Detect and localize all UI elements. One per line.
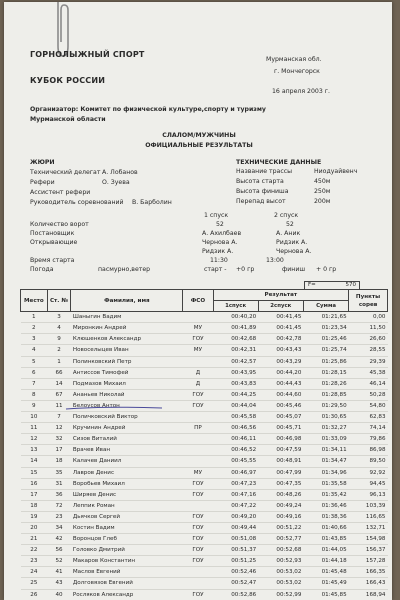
run1-cell: 00:45,55	[213, 456, 258, 467]
bib-cell: 17	[47, 445, 71, 456]
points-cell: 154,98	[349, 534, 388, 545]
place-cell: 15	[21, 467, 48, 478]
temp-finish-value: + 0 гр	[316, 266, 337, 273]
name-cell: Лавров Денис	[71, 467, 183, 478]
bib-cell: 72	[47, 500, 71, 511]
sum-cell: 01:44,05	[303, 545, 348, 556]
run1-cell: 00:46,97	[213, 467, 258, 478]
name-cell: Клюшенков Александр	[71, 334, 183, 345]
name-cell: Миронкин Андрей	[71, 323, 183, 334]
bib-cell: 67	[47, 389, 71, 400]
name-cell: Макаров Константин	[71, 556, 183, 567]
sum-cell: 01:28,15	[303, 367, 348, 378]
table-row	[21, 478, 388, 489]
name-cell: Полинковский Петр	[71, 356, 183, 367]
place-cell: 8	[21, 389, 48, 400]
name-cell: Кручинин Андрей	[71, 423, 183, 434]
name-cell: Дьячков Сергей	[71, 511, 183, 522]
org-cell: ГОУ	[183, 534, 213, 545]
place-cell: 24	[21, 567, 48, 578]
org-cell	[183, 412, 213, 423]
run2-cell: 00:45,71	[258, 423, 303, 434]
weather-value: пасмурно,ветер	[98, 266, 151, 273]
table-row	[21, 356, 388, 367]
place-cell: 21	[21, 534, 48, 545]
bib-cell: 2	[47, 345, 71, 356]
official-results-title: ОФИЦИАЛЬНЫЕ РЕЗУЛЬТАТЫ	[145, 142, 253, 149]
bib-cell: 66	[47, 367, 71, 378]
gates-label: Количество ворот	[30, 221, 89, 228]
place-cell: 2	[21, 323, 48, 334]
forerunner-run-2: Ридзик А.	[202, 248, 234, 255]
run1-cell: 00:46,11	[213, 434, 258, 445]
run1-cell: 00:44,25	[213, 389, 258, 400]
place-cell: 23	[21, 556, 48, 567]
place-cell: 12	[21, 434, 48, 445]
bib-cell: 18	[47, 456, 71, 467]
tech-title: ТЕХНИЧЕСКИЕ ДАННЫЕ	[236, 159, 322, 166]
place-cell: 18	[21, 500, 48, 511]
table-row	[21, 323, 388, 334]
jury-value: В. Барболин	[132, 199, 172, 206]
sum-cell: 01:21,65	[303, 312, 348, 323]
city: г. Мончегорск	[274, 68, 320, 75]
col-sum-header: Сумма	[303, 301, 348, 312]
sum-cell: 01:43,85	[303, 534, 348, 545]
org-cell: ГОУ	[183, 589, 213, 600]
sum-cell: 01:30,65	[303, 412, 348, 423]
run2-cell: 00:52,77	[258, 534, 303, 545]
run2-cell: 00:45,07	[258, 412, 303, 423]
name-cell: Сизов Виталий	[71, 434, 183, 445]
col-name-header: Фамилия, имя	[71, 290, 183, 312]
points-cell: 166,43	[349, 578, 388, 589]
place-cell: 1	[21, 312, 48, 323]
table-row	[21, 567, 388, 578]
run2-cell: 00:45,46	[258, 400, 303, 411]
org-cell: ГОУ	[183, 511, 213, 522]
name-cell: Врачев Иван	[71, 445, 183, 456]
sum-cell: 01:25,46	[303, 334, 348, 345]
run1-cell: 00:46,52	[213, 445, 258, 456]
temp-finish-label: финиш	[282, 266, 306, 273]
table-row	[21, 312, 388, 323]
sum-cell: 01:35,58	[303, 478, 348, 489]
jury-label: Ассистент рефери	[30, 189, 91, 196]
place-cell: 25	[21, 578, 48, 589]
tech-label: Высота финиша	[236, 188, 289, 195]
bib-cell: 12	[47, 423, 71, 434]
points-cell: 103,39	[349, 500, 388, 511]
region: Мурманская обл.	[266, 56, 322, 63]
run1-cell: 00:44,04	[213, 400, 258, 411]
place-cell: 6	[21, 367, 48, 378]
forerunner-run-2: Чернова А.	[276, 248, 312, 255]
sum-cell: 01:36,46	[303, 500, 348, 511]
run1-cell: 00:43,83	[213, 378, 258, 389]
name-cell: Ананьев Николай	[71, 389, 183, 400]
points-cell: 45,38	[349, 367, 388, 378]
run2-cell: 00:53,02	[258, 567, 303, 578]
org-cell	[183, 578, 213, 589]
place-cell: 10	[21, 412, 48, 423]
run2-cell: 00:44,43	[258, 378, 303, 389]
tech-value: 200м	[314, 198, 331, 205]
run2-cell: 00:47,99	[258, 467, 303, 478]
tech-value: 250м	[314, 188, 331, 195]
place-cell: 7	[21, 378, 48, 389]
run1-cell: 00:49,20	[213, 511, 258, 522]
points-cell: 94,45	[349, 478, 388, 489]
name-cell: Леппик Роман	[71, 500, 183, 511]
f-factor-label: F=	[308, 282, 316, 288]
start-time-run-2: 13:00	[266, 257, 284, 264]
table-row	[21, 467, 388, 478]
run2-cell: 00:43,43	[258, 345, 303, 356]
results-table	[20, 289, 388, 600]
run2-cell: 00:44,60	[258, 389, 303, 400]
table-row	[21, 423, 388, 434]
place-cell: 9	[21, 400, 48, 411]
jury-title: ЖЮРИ	[30, 159, 55, 166]
start-time-label: Время старта	[30, 257, 75, 264]
org-cell	[183, 356, 213, 367]
run1-cell: 00:42,68	[213, 334, 258, 345]
run1-cell: 00:47,23	[213, 478, 258, 489]
run1-cell: 00:51,37	[213, 545, 258, 556]
table-row	[21, 412, 388, 423]
table-row	[21, 334, 388, 345]
org-cell: ПР	[183, 423, 213, 434]
name-cell: Костин Вадим	[71, 522, 183, 533]
tech-label: Перепад высот	[236, 198, 286, 205]
place-cell: 26	[21, 589, 48, 600]
place-cell: 22	[21, 545, 48, 556]
org-cell: ГОУ	[183, 400, 213, 411]
run1-cell: 00:47,16	[213, 489, 258, 500]
table-row	[21, 378, 388, 389]
org-cell	[183, 567, 213, 578]
org-cell	[183, 434, 213, 445]
place-cell: 3	[21, 334, 48, 345]
name-cell: Воронцов Глеб	[71, 534, 183, 545]
org-cell: ГОУ	[183, 389, 213, 400]
run2-cell: 00:43,29	[258, 356, 303, 367]
bib-cell: 52	[47, 556, 71, 567]
points-cell: 28,55	[349, 345, 388, 356]
sum-cell: 01:34,96	[303, 467, 348, 478]
table-row	[21, 456, 388, 467]
table-row	[21, 545, 388, 556]
name-cell: Головко Дмитрий	[71, 545, 183, 556]
points-cell: 157,28	[349, 556, 388, 567]
sum-cell: 01:44,18	[303, 556, 348, 567]
name-cell: Маслов Евгений	[71, 567, 183, 578]
temp-start-label: старт -	[204, 266, 227, 273]
bib-cell: 35	[47, 467, 71, 478]
bib-cell: 32	[47, 434, 71, 445]
org-cell	[183, 445, 213, 456]
col-run1-header: 1спуск	[213, 301, 258, 312]
run1-cell: 00:47,22	[213, 500, 258, 511]
org-cell: ГОУ	[183, 334, 213, 345]
run1-cell: 00:43,95	[213, 367, 258, 378]
run2-cell: 00:48,91	[258, 456, 303, 467]
run2-cell: 00:41,45	[258, 312, 303, 323]
table-row	[21, 556, 388, 567]
points-cell: 46,14	[349, 378, 388, 389]
f-factor-value: 570	[345, 282, 356, 288]
weather-label: Погода	[30, 266, 54, 273]
run1-cell: 00:45,58	[213, 412, 258, 423]
run1-cell: 00:40,20	[213, 312, 258, 323]
cup-title: КУБОК РОССИИ	[30, 76, 106, 85]
org-cell: ГОУ	[183, 489, 213, 500]
run2-cell: 00:48,26	[258, 489, 303, 500]
points-cell: 89,50	[349, 456, 388, 467]
tech-value: 450м	[314, 178, 331, 185]
bib-cell: 41	[47, 567, 71, 578]
col-place-header: Место	[21, 290, 48, 312]
run2-cell: 00:53,02	[258, 578, 303, 589]
run2-cell: 00:52,99	[258, 589, 303, 600]
forerunner-run-1: Ридзик А.	[276, 239, 308, 246]
sum-cell: 01:25,74	[303, 345, 348, 356]
sum-cell: 01:38,36	[303, 511, 348, 522]
tech-label: Высота старта	[236, 178, 284, 185]
bib-cell: 7	[47, 412, 71, 423]
points-cell: 96,13	[349, 489, 388, 500]
gates-run-1: 52	[216, 221, 224, 228]
points-cell: 74,14	[349, 423, 388, 434]
name-cell: Долговязов Евгений	[71, 578, 183, 589]
temp-start-value: +0 гр	[236, 266, 255, 273]
jury-label: Технический делегат	[30, 169, 101, 176]
col-result-header: Результат	[213, 290, 349, 301]
points-cell: 79,86	[349, 434, 388, 445]
table-row	[21, 534, 388, 545]
place-cell: 5	[21, 356, 48, 367]
run1-cell: 00:51,08	[213, 534, 258, 545]
run1-cell: 00:52,46	[213, 567, 258, 578]
points-cell: 0,00	[349, 312, 388, 323]
bib-cell: 23	[47, 511, 71, 522]
run1-cell: 00:41,89	[213, 323, 258, 334]
run1-cell: 00:49,44	[213, 522, 258, 533]
bib-cell: 4	[47, 323, 71, 334]
col-org-header: ФСО	[183, 290, 213, 312]
name-cell: Ширяев Денис	[71, 489, 183, 500]
bib-cell: 9	[47, 334, 71, 345]
place-cell: 13	[21, 445, 48, 456]
handwritten-underline	[64, 404, 164, 412]
org-cell: МУ	[183, 345, 213, 356]
points-cell: 86,98	[349, 445, 388, 456]
table-row	[21, 589, 388, 600]
organizer-line-2: Мурманской области	[30, 116, 106, 123]
points-cell: 116,65	[349, 511, 388, 522]
run-2-header: 2 спуск	[274, 212, 299, 219]
points-cell: 29,39	[349, 356, 388, 367]
place-cell: 19	[21, 511, 48, 522]
name-cell: Калачев Даниил	[71, 456, 183, 467]
event-title: СЛАЛОМ/МУЖЧИНЫ	[162, 132, 236, 139]
run2-cell: 00:47,59	[258, 445, 303, 456]
sum-cell: 01:28,85	[303, 389, 348, 400]
place-cell: 17	[21, 489, 48, 500]
tech-label: Название трассы	[236, 168, 293, 175]
run1-cell: 00:51,25	[213, 556, 258, 567]
bib-cell: 11	[47, 400, 71, 411]
points-cell: 166,35	[349, 567, 388, 578]
start-time-run-1: 11:30	[210, 257, 228, 264]
name-cell: Новоселыцев Иван	[71, 345, 183, 356]
run2-cell: 00:52,68	[258, 545, 303, 556]
sum-cell: 01:34,11	[303, 445, 348, 456]
sport-title: ГОРНОЛЫЖНЫЙ СПОРТ	[30, 50, 145, 59]
place-cell: 16	[21, 478, 48, 489]
table-row	[21, 389, 388, 400]
sum-cell: 01:35,42	[303, 489, 348, 500]
org-cell: ГОУ	[183, 556, 213, 567]
bib-cell: 40	[47, 589, 71, 600]
jury-value: О. Зуева	[102, 179, 130, 186]
bib-cell: 34	[47, 522, 71, 533]
run1-cell: 00:42,57	[213, 356, 258, 367]
points-cell: 92,92	[349, 467, 388, 478]
run2-cell: 00:42,78	[258, 334, 303, 345]
points-cell: 50,28	[349, 389, 388, 400]
organizer-line-1: Организатор: Комитет по физической культуре,спорту и туризму	[30, 106, 266, 113]
sum-cell: 01:45,49	[303, 578, 348, 589]
points-cell: 132,71	[349, 522, 388, 533]
place-cell: 14	[21, 456, 48, 467]
org-cell	[183, 456, 213, 467]
sum-cell: 01:29,50	[303, 400, 348, 411]
bib-cell: 31	[47, 478, 71, 489]
points-cell: 11,50	[349, 323, 388, 334]
place-cell: 11	[21, 423, 48, 434]
points-cell: 168,94	[349, 589, 388, 600]
sum-cell: 01:40,66	[303, 522, 348, 533]
name-cell: Росляков Александр	[71, 589, 183, 600]
bib-cell: 43	[47, 578, 71, 589]
org-cell: ГОУ	[183, 522, 213, 533]
name-cell: Антиссов Тимофей	[71, 367, 183, 378]
table-row	[21, 434, 388, 445]
results-rows	[21, 312, 388, 600]
sum-cell: 01:45,85	[303, 589, 348, 600]
table-row	[21, 500, 388, 511]
sum-cell: 01:28,26	[303, 378, 348, 389]
name-cell: Подмазов Михаил	[71, 378, 183, 389]
org-cell: Д	[183, 378, 213, 389]
org-cell: ГОУ	[183, 545, 213, 556]
points-cell: 26,60	[349, 334, 388, 345]
org-cell: МУ	[183, 323, 213, 334]
results-sheet	[4, 2, 392, 600]
org-cell	[183, 312, 213, 323]
col-bib-header: Ст. №	[47, 290, 71, 312]
run2-cell: 00:51,22	[258, 522, 303, 533]
bib-cell: 42	[47, 534, 71, 545]
tech-value: Ниодуайвенч	[314, 168, 358, 175]
run2-cell: 00:49,16	[258, 511, 303, 522]
sum-cell: 01:23,34	[303, 323, 348, 334]
bib-cell: 14	[47, 378, 71, 389]
bib-cell: 1	[47, 356, 71, 367]
table-row	[21, 511, 388, 522]
name-cell: Воробьев Михаил	[71, 478, 183, 489]
table-row	[21, 489, 388, 500]
run2-cell: 00:52,93	[258, 556, 303, 567]
name-cell: Белоусов Антон	[71, 400, 183, 411]
jury-label: Рефери	[30, 179, 55, 186]
sum-cell: 01:34,47	[303, 456, 348, 467]
org-cell	[183, 500, 213, 511]
org-cell: ГОУ	[183, 478, 213, 489]
place-cell: 20	[21, 522, 48, 533]
run2-cell: 00:49,24	[258, 500, 303, 511]
col-points-header: Пункты сорев	[349, 290, 388, 312]
table-row	[21, 345, 388, 356]
org-cell: Д	[183, 367, 213, 378]
bib-cell: 3	[47, 312, 71, 323]
setter-run-1: А. Ахилбаев	[202, 230, 242, 237]
run2-cell: 00:44,20	[258, 367, 303, 378]
name-cell: Поличковский Виктор	[71, 412, 183, 423]
place-cell: 4	[21, 345, 48, 356]
sum-cell: 01:32,27	[303, 423, 348, 434]
bib-cell: 36	[47, 489, 71, 500]
name-cell: Шаныгин Вадим	[71, 312, 183, 323]
sum-cell: 01:33,09	[303, 434, 348, 445]
org-cell: МУ	[183, 467, 213, 478]
sum-cell: 01:45,48	[303, 567, 348, 578]
run1-cell: 00:42,31	[213, 345, 258, 356]
run1-cell: 00:46,56	[213, 423, 258, 434]
jury-value: А. Лобанов	[102, 169, 138, 176]
forerunner-run-1: Чернова А.	[202, 239, 238, 246]
run-1-header: 1 спуск	[204, 212, 229, 219]
points-cell: 54,80	[349, 400, 388, 411]
jury-label: Руководитель соревнований	[30, 199, 124, 206]
run1-cell: 00:52,86	[213, 589, 258, 600]
bib-cell: 56	[47, 545, 71, 556]
points-cell: 156,37	[349, 545, 388, 556]
table-row	[21, 445, 388, 456]
run2-cell: 00:47,35	[258, 478, 303, 489]
setter-run-2: А. Аник	[276, 230, 301, 237]
run2-cell: 00:46,98	[258, 434, 303, 445]
sum-cell: 01:25,86	[303, 356, 348, 367]
run1-cell: 00:52,47	[213, 578, 258, 589]
table-row	[21, 367, 388, 378]
points-cell: 62,83	[349, 412, 388, 423]
table-row	[21, 578, 388, 589]
date: 16 апреля 2003 г.	[272, 88, 330, 95]
gates-run-2: 52	[286, 221, 294, 228]
run2-cell: 00:41,45	[258, 323, 303, 334]
setter-label: Постановщик	[30, 230, 75, 237]
forerunner-label: Открывающие	[30, 239, 78, 246]
col-run2-header: 2спуск	[258, 301, 303, 312]
table-row	[21, 522, 388, 533]
